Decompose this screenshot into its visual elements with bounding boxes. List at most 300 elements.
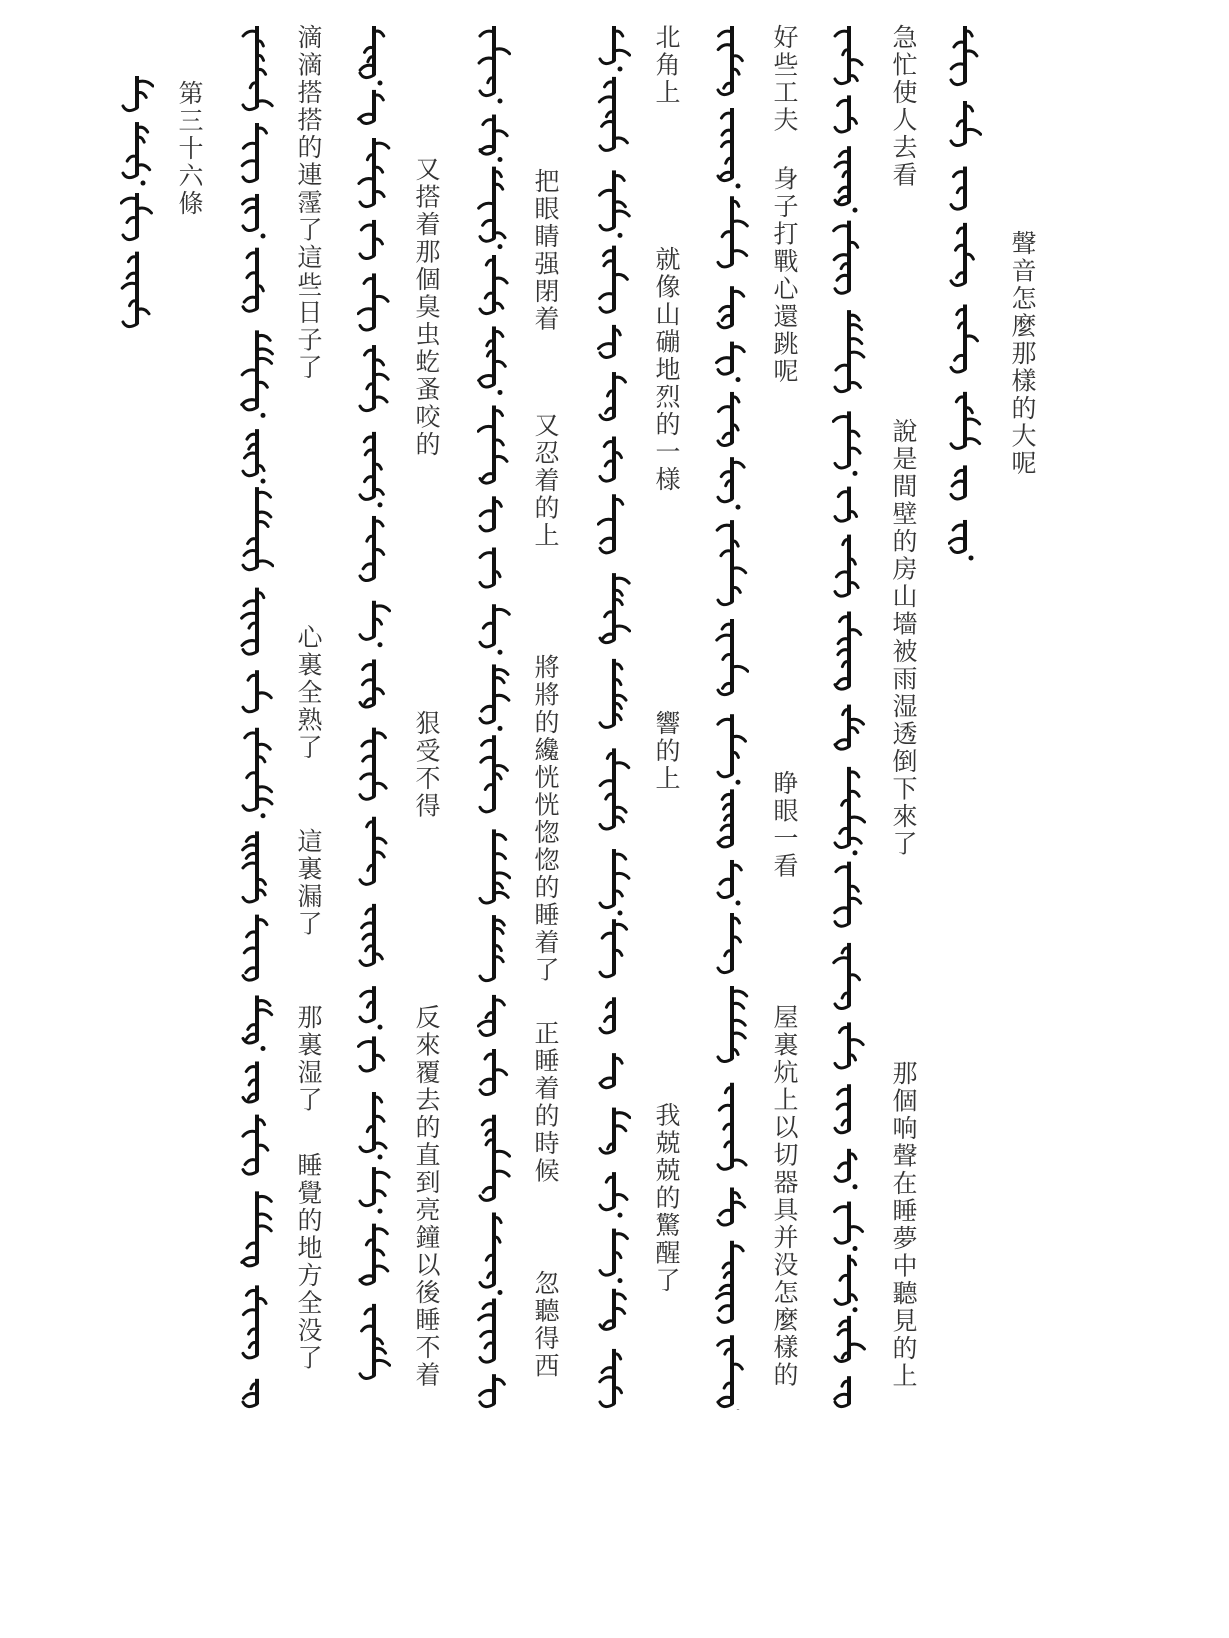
mongolian-punctuation — [736, 1410, 741, 1411]
mongolian-stroke — [480, 807, 494, 812]
mongolian-stroke — [717, 358, 732, 363]
mongolian-stroke — [600, 59, 614, 64]
mongolian-stroke — [600, 781, 614, 786]
mongolian-stroke — [480, 718, 494, 723]
mongolian-stroke — [360, 254, 374, 259]
mongolian-stroke — [732, 666, 748, 671]
mongolian-stroke — [494, 609, 509, 614]
gloss-col7-b: 心裏全熟了 — [294, 624, 323, 762]
mongolian-stroke — [835, 1300, 849, 1305]
gloss-col7-c: 這裏漏了 — [294, 828, 323, 938]
mongolian-stroke — [480, 553, 494, 558]
mongolian-line-3 — [715, 20, 749, 1410]
gloss-col5-e: 忽聽得西 — [531, 1270, 560, 1380]
gloss-col6-b: 狠受不得 — [412, 710, 441, 820]
mongolian-stroke — [123, 235, 137, 240]
mongolian-stroke — [718, 772, 732, 777]
mongolian-stroke — [358, 1042, 374, 1047]
mongolian-stroke — [243, 845, 257, 850]
mongolian-stroke — [614, 873, 629, 878]
mongolian-stroke — [835, 387, 849, 392]
mongolian-stroke — [360, 702, 374, 707]
mongolian-stroke — [718, 719, 732, 724]
mongolian-punctuation — [498, 726, 503, 731]
mongolian-stroke — [257, 492, 271, 497]
mongolian-stroke — [951, 205, 965, 210]
mongolian-line-5 — [477, 20, 511, 1410]
mongolian-stroke — [600, 146, 614, 151]
mongolian-stroke — [243, 863, 257, 868]
mongolian-glyphs — [120, 70, 154, 330]
mongolian-stroke — [718, 370, 732, 375]
mongolian-stroke — [494, 670, 508, 675]
mongolian-stroke — [951, 444, 965, 449]
mongolian-stroke — [835, 79, 849, 84]
mongolian-punctuation — [498, 99, 503, 104]
mongolian-stroke — [243, 976, 257, 981]
mongolian-stroke — [732, 991, 747, 996]
mongolian-stroke — [243, 471, 257, 476]
gloss-col5-a: 把眼睛强閉着 — [531, 168, 560, 333]
mongolian-stroke — [243, 177, 257, 182]
mongolian-stroke — [360, 202, 374, 207]
mongolian-stroke — [849, 1344, 864, 1349]
mongolian-stroke — [732, 251, 747, 256]
mongolian-stroke — [480, 1358, 494, 1363]
mongolian-stroke — [360, 795, 374, 800]
mongolian-stroke — [137, 208, 151, 213]
mongolian-stroke — [835, 1004, 849, 1009]
mongolian-stroke — [951, 141, 965, 146]
mongolian-stroke — [374, 1172, 389, 1177]
mongolian-punctuation — [378, 1025, 383, 1030]
mongolian-stroke — [717, 635, 732, 640]
mongolian-stroke — [243, 31, 257, 36]
mongolian-stroke — [835, 922, 849, 927]
mongolian-stroke — [718, 1165, 732, 1170]
mongolian-stroke — [480, 150, 494, 155]
mongolian-stroke — [480, 582, 494, 587]
mongolian-stroke — [718, 893, 732, 898]
mongolian-stroke — [600, 1028, 614, 1033]
mongolian-stroke — [257, 1214, 271, 1219]
mongolian-stroke — [719, 31, 732, 36]
mongolian-stroke — [480, 1283, 494, 1288]
mongolian-stroke — [614, 763, 629, 768]
mongolian-glyphs — [832, 20, 866, 1410]
mongolian-stroke — [360, 73, 374, 78]
mongolian-punctuation — [261, 813, 266, 818]
mongolian-stroke — [849, 719, 864, 724]
mongolian-glyphs — [240, 20, 274, 1410]
mongolian-stroke — [243, 1038, 257, 1043]
mongolian-stroke — [718, 176, 732, 181]
mongolian-stroke — [494, 765, 507, 770]
mongolian-stroke — [360, 406, 374, 411]
mongolian-stroke — [951, 548, 965, 553]
gloss-col3-b: 睁眼一看 — [770, 770, 799, 880]
mongolian-punctuation — [498, 244, 503, 249]
mongolian-stroke — [242, 400, 257, 405]
mongolian-stroke — [600, 308, 614, 313]
mongolian-stroke — [243, 226, 257, 231]
mongolian-stroke — [243, 143, 257, 148]
gloss-col5-b: 又忍着的上 — [531, 412, 560, 550]
gloss-col4-a: 北角上 — [652, 24, 681, 107]
mongolian-stroke — [243, 565, 257, 570]
mongolian-stroke — [480, 511, 494, 516]
mongolian-stroke — [374, 1266, 388, 1271]
mongolian-stroke — [243, 1131, 257, 1136]
mongolian-stroke — [480, 91, 494, 96]
mongolian-stroke — [480, 898, 494, 903]
mongolian-punctuation — [498, 390, 503, 395]
mongolian-stroke — [835, 1402, 849, 1407]
mongolian-stroke — [718, 842, 732, 847]
mongolian-punctuation — [853, 1184, 858, 1189]
mongolian-stroke — [600, 1083, 614, 1088]
mongolian-stroke — [242, 641, 257, 646]
mongolian-stroke — [835, 592, 849, 597]
mongolian-stroke — [835, 127, 849, 132]
mongolian-stroke — [360, 1147, 374, 1152]
mongolian-stroke — [951, 281, 965, 286]
mongolian-line-6 — [357, 20, 391, 1410]
mongolian-stroke — [257, 787, 272, 792]
mongolian-stroke — [257, 561, 273, 566]
mongolian-stroke — [600, 1377, 614, 1382]
mongolian-stroke — [600, 548, 614, 553]
mongolian-stroke — [835, 685, 849, 690]
mongolian-stroke — [478, 426, 494, 431]
mongolian-stroke — [835, 1207, 849, 1212]
mongolian-stroke — [243, 650, 257, 655]
mongolian-stroke — [358, 309, 374, 314]
mongolian-stroke — [835, 1063, 849, 1068]
mongolian-stroke — [717, 1293, 732, 1298]
mongolian-stroke — [600, 638, 614, 643]
mongolian-punctuation — [498, 650, 503, 655]
mongolian-stroke — [360, 1066, 374, 1071]
mongolian-stroke — [835, 162, 849, 167]
mongolian-stroke — [835, 517, 849, 522]
mongolian-punctuation — [618, 233, 623, 238]
mongolian-stroke — [600, 294, 614, 299]
mongolian-stroke — [479, 203, 494, 208]
mongolian-stroke — [480, 1090, 494, 1095]
mongolian-stroke — [732, 221, 747, 226]
mongolian-stroke — [732, 1160, 746, 1165]
mongolian-stroke — [718, 968, 732, 973]
mongolian-punctuation — [736, 377, 741, 382]
mongolian-stroke — [243, 1393, 257, 1398]
mongolian-stroke — [137, 81, 153, 86]
gloss-col8-a: 第三十六條 — [175, 80, 204, 218]
mongolian-stroke — [849, 352, 864, 357]
mongolian-stroke — [614, 211, 629, 216]
mongolian-stroke — [600, 353, 614, 358]
mongolian-stroke — [494, 695, 509, 700]
gloss-col7-a: 滴滴搭搭的連霪了這些日子了 — [294, 24, 323, 382]
mongolian-stroke — [480, 1031, 494, 1036]
mongolian-stroke — [849, 1040, 863, 1045]
mongolian-stroke — [494, 1151, 510, 1156]
mongolian-stroke — [257, 358, 272, 363]
gloss-col4-b: 就像山磞地烈的一様 — [652, 246, 681, 494]
mongolian-stroke — [718, 497, 732, 502]
mongolian-stroke — [614, 274, 627, 279]
mongolian-stroke — [835, 1177, 849, 1182]
mongolian-stroke — [718, 600, 732, 605]
mongolian-stroke — [834, 226, 849, 231]
mongolian-stroke — [835, 745, 849, 750]
gloss-col3-c: 屋裏炕上以切器具并没怎麼樣的 — [770, 1004, 799, 1389]
mongolian-stroke — [480, 31, 494, 36]
mongolian-stroke — [965, 419, 980, 424]
mongolian-stroke — [835, 463, 849, 468]
mongolian-stroke — [479, 376, 494, 381]
mongolian-stroke — [257, 1226, 271, 1231]
mongolian-stroke — [600, 1325, 614, 1330]
mongolian-punctuation — [261, 233, 266, 238]
gloss-col4-d: 我兢兢的驚醒了 — [652, 1102, 681, 1295]
mongolian-stroke — [600, 903, 614, 908]
mongolian-stroke — [480, 1390, 494, 1395]
mongolian-stroke — [257, 693, 271, 698]
mongolian-stroke — [374, 143, 389, 148]
mongolian-stroke — [360, 1201, 374, 1206]
mongolian-stroke — [494, 873, 510, 878]
mongolian-stroke — [965, 129, 981, 134]
gloss-col7-d: 那裏湿了 — [294, 1004, 323, 1114]
mongolian-punctuation — [853, 1246, 858, 1251]
mongolian-stroke — [494, 892, 508, 897]
mongolian-stroke — [360, 1276, 374, 1281]
mongolian-stroke — [360, 576, 374, 581]
mongolian-stroke — [123, 322, 137, 327]
mongolian-stroke — [360, 65, 374, 70]
gloss-col5-d: 正睡着的時候 — [531, 1020, 560, 1185]
mongolian-stroke — [243, 806, 257, 811]
mongolian-stroke — [614, 138, 627, 143]
gloss-col2-a: 急忙使人去看 — [889, 24, 918, 189]
mongolian-stroke — [732, 736, 745, 741]
mongolian-stroke — [243, 105, 257, 110]
mongolian-stroke — [598, 344, 614, 349]
mongolian-stroke — [600, 225, 614, 230]
mongolian-stroke — [614, 1113, 630, 1118]
mongolian-stroke — [600, 972, 614, 977]
mongolian-stroke — [480, 976, 494, 981]
mongolian-stroke — [834, 958, 849, 963]
mongolian-punctuation — [378, 81, 383, 86]
mongolian-punctuation — [853, 471, 858, 476]
mongolian-line-4 — [597, 20, 631, 1410]
mongolian-stroke — [614, 50, 630, 55]
mongolian-stroke — [951, 367, 965, 372]
mongolian-punctuation — [378, 1155, 383, 1160]
gloss-col5-c: 將將的纔恍恍惚惚的睡着了 — [531, 654, 560, 984]
mongolian-stroke — [242, 613, 257, 618]
mongolian-stroke — [480, 237, 494, 242]
mongolian-stroke — [718, 323, 732, 328]
mongolian-stroke — [359, 179, 374, 184]
gloss-col6-c: 反來覆去的直到亮鐘以後睡不着 — [412, 1004, 441, 1389]
mongolian-stroke — [480, 309, 494, 314]
mongolian-stroke — [243, 1402, 257, 1407]
mongolian-stroke — [478, 1021, 494, 1026]
mongolian-stroke — [718, 1397, 732, 1402]
mongolian-punctuation — [498, 1290, 503, 1295]
mongolian-stroke — [257, 1010, 272, 1015]
mongolian-stroke — [243, 1310, 257, 1315]
mongolian-stroke — [600, 476, 614, 481]
mongolian-stroke — [360, 1374, 374, 1379]
mongolian-stroke — [374, 374, 388, 379]
mongolian-punctuation — [853, 850, 858, 855]
mongolian-stroke — [718, 1057, 732, 1062]
mongolian-stroke — [479, 1315, 494, 1320]
mongolian-heading — [120, 70, 154, 330]
mongolian-stroke — [480, 642, 494, 647]
mongolian-punctuation — [618, 911, 623, 916]
mongolian-stroke — [600, 824, 614, 829]
mongolian-stroke — [121, 198, 137, 203]
mongolian-stroke — [835, 908, 849, 913]
mongolian-stroke — [835, 200, 849, 205]
mongolian-stroke — [849, 817, 865, 822]
mongolian-stroke — [494, 1171, 509, 1176]
mongolian-stroke — [374, 606, 390, 611]
mongolian-stroke — [600, 1205, 614, 1210]
mongolian-line-2 — [832, 20, 866, 1410]
mongolian-stroke — [600, 723, 614, 728]
mongolian-punctuation — [378, 502, 383, 507]
mongolian-stroke — [123, 106, 137, 111]
mongolian-stroke — [243, 897, 257, 902]
mongolian-stroke — [360, 119, 374, 124]
mongolian-punctuation — [618, 67, 623, 72]
mongolian-stroke — [951, 64, 965, 69]
gloss-col7-e: 睡覺的地方全没了 — [294, 1152, 323, 1372]
mongolian-stroke — [243, 707, 257, 712]
mongolian-punctuation — [736, 505, 741, 510]
mongolian-stroke — [718, 262, 732, 267]
mongolian-punctuation — [618, 1213, 623, 1218]
mongolian-punctuation — [378, 1209, 383, 1214]
mongolian-stroke — [360, 495, 374, 500]
gloss-col3-a: 好些工夫 身子打戰心還跳呢 — [770, 24, 799, 386]
mongolian-stroke — [480, 1402, 494, 1407]
gloss-col1-a: 聲音怎麼那樣的大呢 — [1008, 230, 1037, 478]
mongolian-stroke — [494, 49, 510, 54]
gloss-col6-a: 又搭着那個臭虫虼蚤咬的 — [412, 156, 441, 459]
mongolian-stroke — [600, 1271, 614, 1276]
mongolian-stroke — [374, 296, 388, 301]
mongolian-stroke — [360, 325, 374, 330]
mongolian-stroke — [718, 1318, 732, 1323]
mongolian-stroke — [257, 1196, 271, 1201]
mongolian-stroke — [257, 101, 272, 106]
gloss-col4-c: 響的上 — [652, 710, 681, 793]
mongolian-stroke — [243, 307, 257, 312]
mongolian-punctuation — [378, 642, 383, 647]
mongolian-stroke — [479, 58, 494, 63]
mongolian-stroke — [598, 519, 614, 524]
mongolian-stroke — [835, 289, 849, 294]
mongolian-stroke — [835, 1239, 849, 1244]
mongolian-punctuation — [736, 900, 741, 905]
mongolian-stroke — [360, 635, 374, 640]
mongolian-stroke — [614, 626, 630, 631]
mongolian-punctuation — [261, 479, 266, 484]
mongolian-stroke — [717, 525, 732, 530]
mongolian-stroke — [360, 961, 374, 966]
mongolian-stroke — [599, 97, 614, 102]
mongolian-glyphs — [477, 20, 511, 1410]
mongolian-stroke — [835, 31, 849, 36]
mongolian-stroke — [849, 1227, 863, 1232]
mongolian-glyphs — [715, 20, 749, 1410]
mongolian-stroke — [480, 526, 494, 531]
mongolian-stroke — [835, 1394, 849, 1399]
mongolian-glyphs — [357, 20, 391, 1410]
mongolian-glyphs — [597, 20, 631, 1410]
mongolian-stroke — [835, 1128, 849, 1133]
mongolian-stroke — [951, 80, 965, 85]
mongolian-stroke — [242, 161, 257, 166]
mongolian-stroke — [123, 173, 137, 178]
mongolian-stroke — [949, 538, 965, 543]
mongolian-stroke — [718, 441, 732, 446]
mongolian-stroke — [732, 568, 746, 573]
mongolian-punctuation — [261, 1046, 266, 1051]
mongolian-stroke — [600, 415, 614, 420]
mongolian-stroke — [835, 843, 849, 848]
mongolian-punctuation — [736, 184, 741, 189]
mongolian-stroke — [480, 382, 494, 387]
mongolian-punctuation — [853, 1307, 858, 1312]
mongolian-stroke — [480, 1196, 494, 1201]
mongolian-stroke — [243, 1353, 257, 1358]
mongolian-punctuation — [969, 555, 974, 560]
mongolian-stroke — [614, 578, 629, 583]
mongolian-stroke — [600, 1402, 614, 1407]
mongolian-glyphs — [948, 20, 982, 580]
mongolian-stroke — [243, 1170, 257, 1175]
mongolian-stroke — [257, 349, 272, 354]
mongolian-punctuation — [498, 157, 503, 162]
mongolian-punctuation — [618, 1278, 623, 1283]
mongolian-stroke — [600, 190, 614, 195]
mongolian-stroke — [480, 479, 494, 484]
mongolian-punctuation — [261, 413, 266, 418]
mongolian-stroke — [360, 1017, 374, 1022]
mongolian-stroke — [834, 255, 849, 260]
mongolian-stroke — [360, 880, 374, 885]
mongolian-stroke — [965, 439, 980, 444]
mongolian-stroke — [243, 1261, 257, 1266]
mongolian-stroke — [718, 1220, 732, 1225]
mongolian-line-7 — [240, 20, 274, 1410]
mongolian-stroke — [718, 90, 732, 95]
mongolian-stroke — [718, 690, 732, 695]
mongolian-stroke — [122, 283, 137, 288]
mongolian-stroke — [951, 494, 965, 499]
gloss-col2-c: 那個响聲在睡夢中聽見的上 — [889, 1060, 918, 1390]
mongolian-punctuation — [853, 208, 858, 213]
mongolian-stroke — [242, 370, 257, 375]
